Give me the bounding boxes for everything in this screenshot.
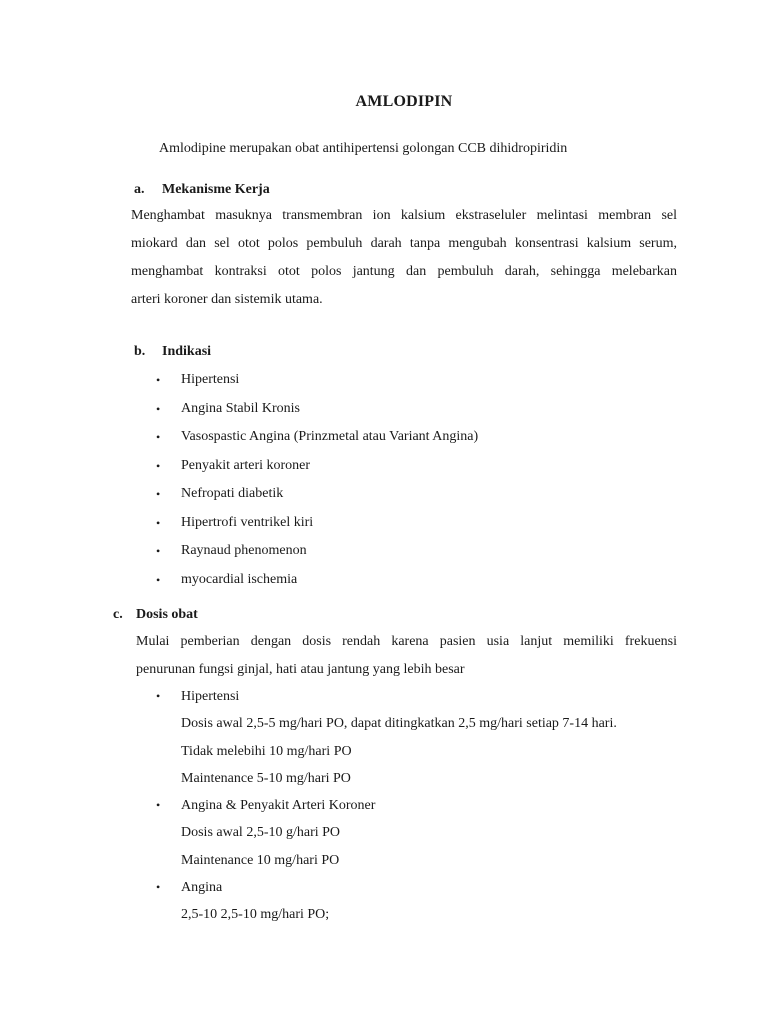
bullet-icon: •	[156, 572, 161, 587]
paragraph-line: penurunan fungsi ginjal, hati atau jantung yang lebih besar	[136, 662, 465, 677]
section-c-paragraph	[136, 628, 677, 684]
list-item: • Raynaud phenomenon	[156, 537, 478, 566]
bullet-icon: •	[156, 487, 161, 501]
list-item: • Angina Stabil Kronis	[156, 395, 478, 424]
paragraph-line: arteri koroner dan sistemik utama.	[131, 292, 323, 307]
bullet-icon: •	[156, 430, 161, 444]
section-a-letter: a.	[134, 182, 145, 197]
list-item: • Hipertensi	[156, 366, 478, 395]
section-b-title: Indikasi	[162, 344, 212, 359]
paragraph-line: miokard dan sel otot polos pembuluh darah tanpa mengubah konsentrasi kalsium serum,	[131, 236, 677, 251]
section-a-title: Mekanisme Kerja	[162, 182, 270, 197]
section-c-heading	[113, 607, 198, 623]
dose-detail: Maintenance 5-10 mg/hari PO	[181, 770, 351, 786]
dose-group-title: • Angina	[156, 874, 329, 901]
bullet-icon: •	[156, 401, 161, 416]
bullet-icon: •	[156, 515, 161, 530]
paragraph-line: Mulai pemberian dengan dosis rendah karena pasien usia lanjut memiliki frekuensi	[136, 634, 677, 649]
intro-text: Amlodipine merupakan obat antihipertensi golongan CCB dihidropiridin	[159, 141, 568, 156]
list-item: • myocardial ischemia	[156, 566, 478, 595]
dose-group-title: • Hipertensi	[156, 683, 617, 710]
dose-detail: 2,5-10 2,5-10 mg/hari PO;	[181, 907, 330, 923]
section-b-heading	[134, 344, 211, 360]
dose-group-angina-koroner	[156, 792, 375, 874]
bullet-icon: •	[156, 798, 161, 812]
list-item: • Nefropati diabetik	[156, 480, 478, 509]
dose-detail: Dosis awal 2,5-10 g/hari PO	[181, 825, 341, 841]
dose-group-angina	[156, 874, 329, 929]
list-item: • Vasospastic Angina (Prinzmetal atau Variant Angina)	[156, 423, 478, 452]
section-b-letter: b.	[134, 344, 146, 359]
dose-group-title: • Angina & Penyakit Arteri Koroner	[156, 792, 375, 819]
section-a-paragraph	[131, 202, 677, 314]
dose-group-hipertensi	[156, 683, 617, 792]
dose-detail: Maintenance 10 mg/hari PO	[181, 852, 340, 868]
dose-detail: Dosis awal 2,5-5 mg/hari PO, dapat ditingkatkan 2,5 mg/hari setiap 7-14 hari.	[181, 716, 617, 732]
bullet-icon: •	[156, 373, 161, 387]
section-c-letter: c.	[113, 607, 123, 622]
bullet-icon: •	[156, 458, 161, 473]
paragraph-line: menghambat kontraksi otot polos jantung dan pembuluh darah, sehingga melebarkan	[131, 264, 677, 279]
document-title: AMLODIPIN	[355, 93, 453, 110]
paragraph-line: Menghambat masuknya transmembran ion kalsium ekstraseluler melintasi membran sel	[131, 208, 677, 223]
dose-detail: Tidak melebihi 10 mg/hari PO	[181, 743, 352, 759]
section-c-title: Dosis obat	[136, 607, 198, 622]
list-item: • Penyakit arteri koroner	[156, 452, 478, 481]
bullet-icon: •	[156, 880, 161, 894]
bullet-icon: •	[156, 544, 161, 558]
bullet-icon: •	[156, 689, 161, 703]
list-item: • Hipertrofi ventrikel kiri	[156, 509, 478, 538]
section-a-heading	[134, 182, 270, 198]
indication-list	[156, 366, 478, 594]
